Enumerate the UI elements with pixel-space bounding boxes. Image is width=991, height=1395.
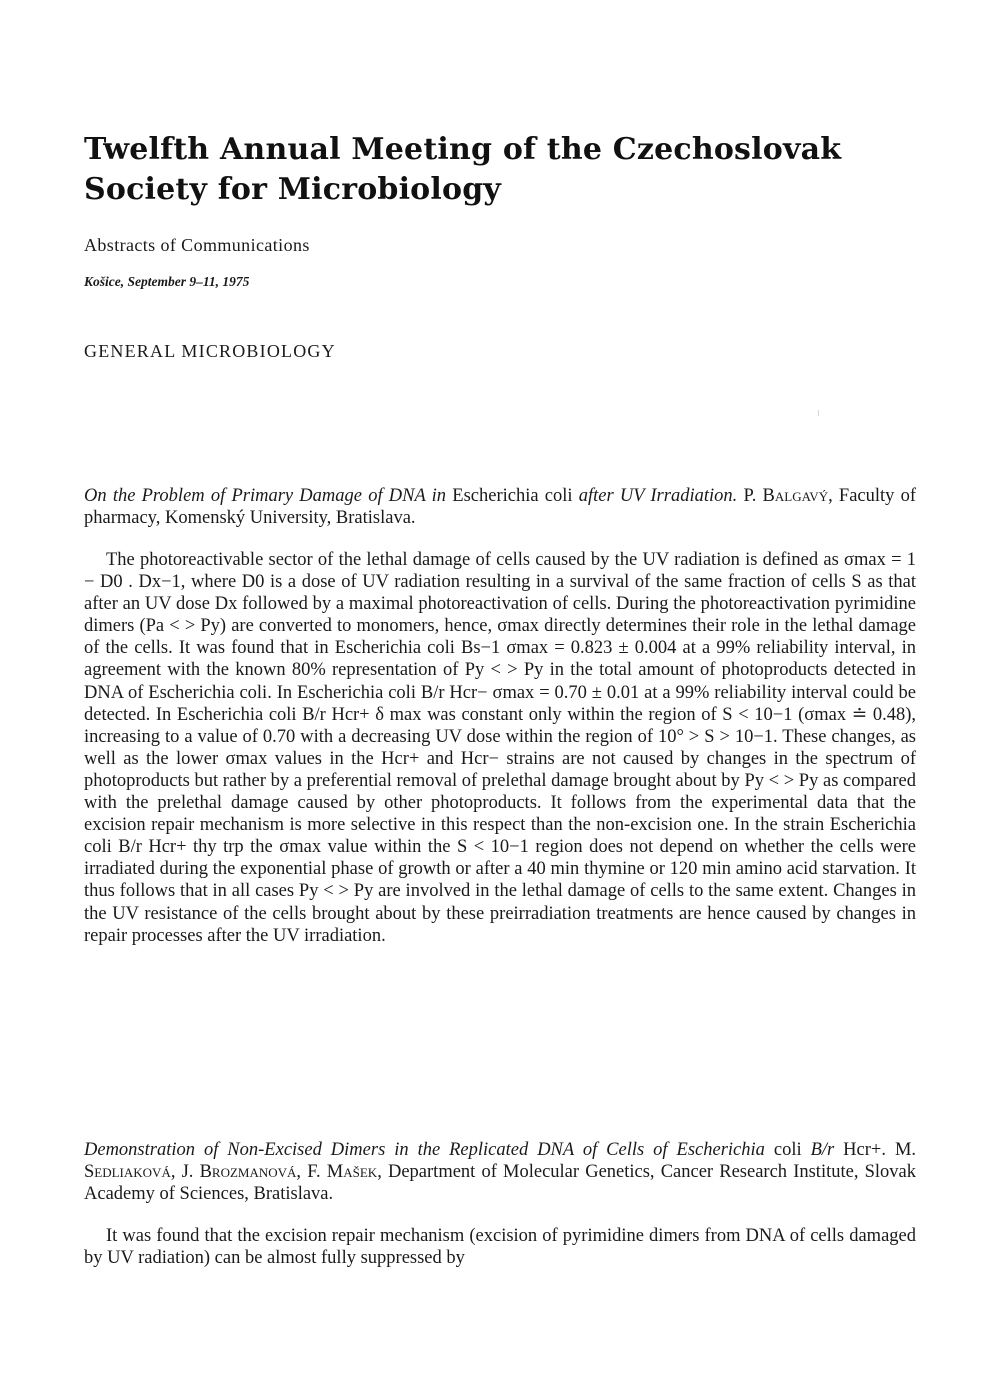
abstract: [84, 1139, 916, 1288]
abstract-affiliation: , Faculty of pharmacy, Komenský University, Bratislava.: [84, 486, 917, 528]
page-subtitle: Abstracts of Communications: [84, 235, 310, 255]
abstract-title: Demonstration of Non-Excised Dimers in the Replicated DNA of Cells of Escherichia: [84, 1140, 765, 1160]
abstract-organism: coli: [773, 1140, 802, 1160]
abstract-body: It was found that the excision repair mechanism (excision of pyrimidine dimers from DNA of cells damaged by UV radiation) can be almost fully suppressed by: [84, 1226, 916, 1269]
section-heading: GENERAL MICROBIOLOGY: [84, 341, 336, 361]
article-page: [84, 130, 917, 1269]
abstract-strain: B/r: [810, 1140, 835, 1160]
abstract-body: The photoreactivable sector of the lethal damage of cells caused by the UV radiation is defined as σmax = 1 − D0 . Dx−1, where D0 is a dose of UV radiation resulting in a survival of the same fraction of cells S as that after an UV dose Dx followed by a maximal photoreactivation of cells. During the photoreactivation pyrimidine dimers (Pa < > Py) are converted to monomers, hence, σmax directly determines their role in the lethal damage of the cells. It was found that in Escherichia coli Bs−1 σmax = 0.823 ± 0.004 at a 99% reliability interval, in agreement with the known 80% representation of Py < > Py in the total amount of photoproducts detected in DNA of Escherichia coli. In Escherichia coli B/r Hcr− σmax = 0.70 ± 0.01 at a 99% reliability interval could be detected. In Escherichia coli B/r Hcr+ δ max was constant only within the region of S < 10−1 (σmax ≐ 0.48), increasing to a value of 0.70 with a decreasing UV dose within the region of 10° > S > 10−1. These changes, as well as the lower σmax values in the Hcr+ and Hcr− strains are not caused by changes in the spectrum of photoproducts but rather by a preferential removal of prelethal damage brought about by Py < > Py as compared with the prelethal damage caused by other photoproducts. It follows from the experimental data that the excision repair mechanism is more selective in this respect than the non-excision one. In the strain Escherichia coli B/r Hcr+ thy trp the σmax value within the S < 10−1 region does not depend on whether the cells were irradiated during the exponential phase of growth or after a 40 min thymine or 120 min amino acid starvation. It thus follows that in all cases Py < > Py are involved in the lethal damage of cells to the same extent. Changes in the UV resistance of the cells brought about by these preirradiation treatments are hence caused by changes in repair processes after the UV irradiation.: [84, 550, 916, 946]
abstract-organism: Escherichia coli: [452, 486, 573, 506]
meeting-info: Košice, September 9–11, 1975: [84, 274, 250, 289]
page-title: Twelfth Annual Meeting of the Czechoslovak Society for Microbiology: [84, 132, 842, 207]
abstract-header: [84, 485, 916, 529]
abstract-author: P. Balgavý: [743, 486, 829, 506]
abstract-affiliation: , Department of Molecular Genetics, Cancer Research Institute, Slovak Academy of Sciences, Bratislava.: [84, 1162, 916, 1204]
abstract-title: On the Problem of Primary Damage of DNA in: [84, 486, 447, 506]
abstract: [84, 485, 916, 965]
scan-mark: [818, 410, 819, 416]
abstract-strain-suffix: Hcr+.: [834, 1140, 895, 1160]
abstract-title-end: after UV Irradiation.: [578, 486, 738, 506]
abstract-authors: M. Sedliaková, J. Brozmanová, F. Mašek: [84, 1140, 917, 1182]
abstract-header: [84, 1139, 916, 1205]
